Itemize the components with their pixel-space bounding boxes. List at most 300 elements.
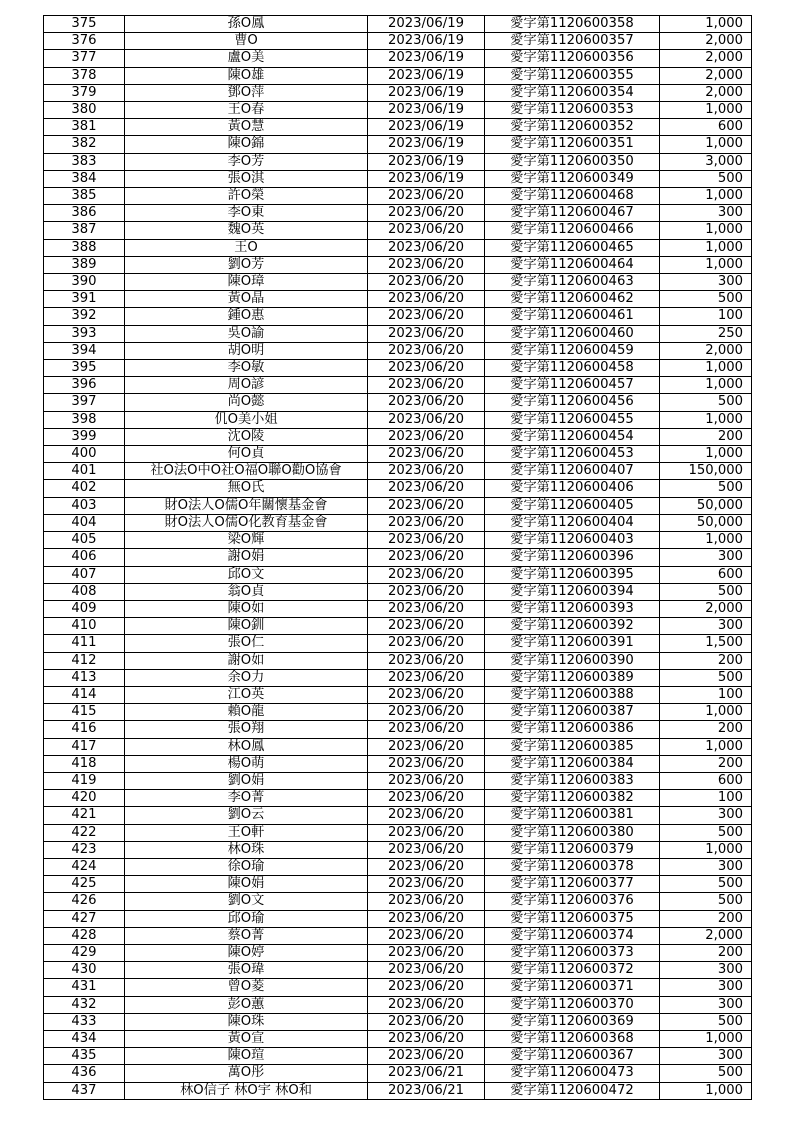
donor-name-cell: 萬O彤 bbox=[125, 1065, 368, 1082]
serial-number-cell: 437 bbox=[44, 1082, 125, 1099]
date-cell: 2023/06/20 bbox=[368, 446, 485, 463]
table-row bbox=[44, 446, 752, 463]
receipt-number-cell: 愛字第1120600403 bbox=[485, 532, 660, 549]
donor-name-cell: 鄧O萍 bbox=[125, 84, 368, 101]
receipt-number-cell: 愛字第1120600353 bbox=[485, 102, 660, 119]
amount-cell: 500 bbox=[660, 1065, 752, 1082]
table-row bbox=[44, 962, 752, 979]
serial-number-cell: 415 bbox=[44, 704, 125, 721]
receipt-number-cell: 愛字第1120600351 bbox=[485, 136, 660, 153]
serial-number-cell: 416 bbox=[44, 721, 125, 738]
donor-name-cell: 李O菁 bbox=[125, 790, 368, 807]
table-row bbox=[44, 1065, 752, 1082]
donor-name-cell: 梁O輝 bbox=[125, 532, 368, 549]
donor-name-cell: 仉O美小姐 bbox=[125, 411, 368, 428]
table-row bbox=[44, 1082, 752, 1099]
receipt-number-cell: 愛字第1120600394 bbox=[485, 583, 660, 600]
date-cell: 2023/06/20 bbox=[368, 274, 485, 291]
donor-name-cell: 王O bbox=[125, 239, 368, 256]
table-row bbox=[44, 119, 752, 136]
amount-cell: 200 bbox=[660, 944, 752, 961]
donor-name-cell: 林O珠 bbox=[125, 841, 368, 858]
table-row bbox=[44, 291, 752, 308]
amount-cell: 500 bbox=[660, 824, 752, 841]
receipt-number-cell: 愛字第1120600473 bbox=[485, 1065, 660, 1082]
serial-number-cell: 431 bbox=[44, 979, 125, 996]
donor-name-cell: 曾O菱 bbox=[125, 979, 368, 996]
table-row bbox=[44, 308, 752, 325]
receipt-number-cell: 愛字第1120600369 bbox=[485, 1013, 660, 1030]
amount-cell: 500 bbox=[660, 583, 752, 600]
serial-number-cell: 382 bbox=[44, 136, 125, 153]
donor-name-cell: 陳O釧 bbox=[125, 618, 368, 635]
amount-cell: 300 bbox=[660, 962, 752, 979]
serial-number-cell: 424 bbox=[44, 858, 125, 875]
serial-number-cell: 417 bbox=[44, 738, 125, 755]
donor-name-cell: 張O淇 bbox=[125, 170, 368, 187]
donor-name-cell: 尚O懿 bbox=[125, 394, 368, 411]
receipt-number-cell: 愛字第1120600472 bbox=[485, 1082, 660, 1099]
date-cell: 2023/06/20 bbox=[368, 428, 485, 445]
receipt-number-cell: 愛字第1120600374 bbox=[485, 927, 660, 944]
date-cell: 2023/06/20 bbox=[368, 497, 485, 514]
donor-name-cell: 謝O娟 bbox=[125, 549, 368, 566]
date-cell: 2023/06/19 bbox=[368, 119, 485, 136]
serial-number-cell: 410 bbox=[44, 618, 125, 635]
table-row bbox=[44, 1048, 752, 1065]
amount-cell: 250 bbox=[660, 325, 752, 342]
date-cell: 2023/06/19 bbox=[368, 50, 485, 67]
date-cell: 2023/06/20 bbox=[368, 1013, 485, 1030]
table-row bbox=[44, 153, 752, 170]
receipt-number-cell: 愛字第1120600372 bbox=[485, 962, 660, 979]
donor-name-cell: 陳O錦 bbox=[125, 136, 368, 153]
date-cell: 2023/06/19 bbox=[368, 33, 485, 50]
donor-name-cell: 邱O瑜 bbox=[125, 910, 368, 927]
date-cell: 2023/06/20 bbox=[368, 738, 485, 755]
date-cell: 2023/06/20 bbox=[368, 772, 485, 789]
amount-cell: 1,000 bbox=[660, 841, 752, 858]
table-row bbox=[44, 979, 752, 996]
donor-name-cell: 周O諺 bbox=[125, 377, 368, 394]
date-cell: 2023/06/20 bbox=[368, 360, 485, 377]
receipt-number-cell: 愛字第1120600468 bbox=[485, 188, 660, 205]
donor-name-cell: 黃O慧 bbox=[125, 119, 368, 136]
receipt-number-cell: 愛字第1120600392 bbox=[485, 618, 660, 635]
donor-name-cell: 邱O文 bbox=[125, 566, 368, 583]
receipt-number-cell: 愛字第1120600380 bbox=[485, 824, 660, 841]
table-row bbox=[44, 876, 752, 893]
table-row bbox=[44, 342, 752, 359]
donor-name-cell: 胡O明 bbox=[125, 342, 368, 359]
receipt-number-cell: 愛字第1120600456 bbox=[485, 394, 660, 411]
receipt-number-cell: 愛字第1120600370 bbox=[485, 996, 660, 1013]
receipt-number-cell: 愛字第1120600462 bbox=[485, 291, 660, 308]
table-row bbox=[44, 772, 752, 789]
table-row bbox=[44, 67, 752, 84]
date-cell: 2023/06/21 bbox=[368, 1065, 485, 1082]
date-cell: 2023/06/20 bbox=[368, 188, 485, 205]
amount-cell: 600 bbox=[660, 119, 752, 136]
amount-cell: 300 bbox=[660, 618, 752, 635]
table-row bbox=[44, 274, 752, 291]
donation-list-page bbox=[43, 15, 752, 1100]
date-cell: 2023/06/20 bbox=[368, 824, 485, 841]
amount-cell: 300 bbox=[660, 807, 752, 824]
amount-cell: 150,000 bbox=[660, 463, 752, 480]
date-cell: 2023/06/20 bbox=[368, 893, 485, 910]
donor-name-cell: 賴O龍 bbox=[125, 704, 368, 721]
receipt-number-cell: 愛字第1120600379 bbox=[485, 841, 660, 858]
receipt-number-cell: 愛字第1120600352 bbox=[485, 119, 660, 136]
amount-cell: 1,000 bbox=[660, 222, 752, 239]
receipt-number-cell: 愛字第1120600375 bbox=[485, 910, 660, 927]
receipt-number-cell: 愛字第1120600386 bbox=[485, 721, 660, 738]
amount-cell: 3,000 bbox=[660, 153, 752, 170]
donor-name-cell: 鍾O惠 bbox=[125, 308, 368, 325]
serial-number-cell: 384 bbox=[44, 170, 125, 187]
serial-number-cell: 428 bbox=[44, 927, 125, 944]
date-cell: 2023/06/20 bbox=[368, 342, 485, 359]
receipt-number-cell: 愛字第1120600387 bbox=[485, 704, 660, 721]
donor-name-cell: 財O法人O儒O年關懷基金會 bbox=[125, 497, 368, 514]
serial-number-cell: 386 bbox=[44, 205, 125, 222]
amount-cell: 300 bbox=[660, 979, 752, 996]
amount-cell: 1,000 bbox=[660, 1082, 752, 1099]
serial-number-cell: 392 bbox=[44, 308, 125, 325]
donor-name-cell: 劉O芳 bbox=[125, 256, 368, 273]
table-row bbox=[44, 618, 752, 635]
receipt-number-cell: 愛字第1120600390 bbox=[485, 652, 660, 669]
date-cell: 2023/06/20 bbox=[368, 394, 485, 411]
donor-name-cell: 陳O瑄 bbox=[125, 1048, 368, 1065]
receipt-number-cell: 愛字第1120600457 bbox=[485, 377, 660, 394]
receipt-number-cell: 愛字第1120600385 bbox=[485, 738, 660, 755]
date-cell: 2023/06/20 bbox=[368, 514, 485, 531]
table-row bbox=[44, 170, 752, 187]
table-row bbox=[44, 360, 752, 377]
serial-number-cell: 409 bbox=[44, 600, 125, 617]
date-cell: 2023/06/20 bbox=[368, 1048, 485, 1065]
table-row bbox=[44, 583, 752, 600]
table-row bbox=[44, 428, 752, 445]
serial-number-cell: 426 bbox=[44, 893, 125, 910]
amount-cell: 2,000 bbox=[660, 67, 752, 84]
table-row bbox=[44, 377, 752, 394]
donor-name-cell: 楊O萌 bbox=[125, 755, 368, 772]
receipt-number-cell: 愛字第1120600383 bbox=[485, 772, 660, 789]
receipt-number-cell: 愛字第1120600378 bbox=[485, 858, 660, 875]
table-row bbox=[44, 824, 752, 841]
table-row bbox=[44, 686, 752, 703]
date-cell: 2023/06/20 bbox=[368, 549, 485, 566]
table-row bbox=[44, 858, 752, 875]
date-cell: 2023/06/19 bbox=[368, 67, 485, 84]
amount-cell: 600 bbox=[660, 566, 752, 583]
serial-number-cell: 407 bbox=[44, 566, 125, 583]
receipt-number-cell: 愛字第1120600376 bbox=[485, 893, 660, 910]
donor-name-cell: 彭O蕙 bbox=[125, 996, 368, 1013]
donor-name-cell: 黃O晶 bbox=[125, 291, 368, 308]
amount-cell: 200 bbox=[660, 652, 752, 669]
table-row bbox=[44, 652, 752, 669]
table-row bbox=[44, 188, 752, 205]
date-cell: 2023/06/20 bbox=[368, 841, 485, 858]
receipt-number-cell: 愛字第1120600355 bbox=[485, 67, 660, 84]
receipt-number-cell: 愛字第1120600388 bbox=[485, 686, 660, 703]
date-cell: 2023/06/20 bbox=[368, 858, 485, 875]
date-cell: 2023/06/19 bbox=[368, 136, 485, 153]
donor-name-cell: 劉O云 bbox=[125, 807, 368, 824]
serial-number-cell: 432 bbox=[44, 996, 125, 1013]
amount-cell: 1,000 bbox=[660, 1030, 752, 1047]
date-cell: 2023/06/20 bbox=[368, 239, 485, 256]
date-cell: 2023/06/20 bbox=[368, 876, 485, 893]
receipt-number-cell: 愛字第1120600455 bbox=[485, 411, 660, 428]
donor-name-cell: 陳O如 bbox=[125, 600, 368, 617]
table-row bbox=[44, 1013, 752, 1030]
serial-number-cell: 405 bbox=[44, 532, 125, 549]
table-row bbox=[44, 910, 752, 927]
table-row bbox=[44, 325, 752, 342]
serial-number-cell: 397 bbox=[44, 394, 125, 411]
date-cell: 2023/06/20 bbox=[368, 910, 485, 927]
date-cell: 2023/06/20 bbox=[368, 1030, 485, 1047]
donor-name-cell: 劉O娟 bbox=[125, 772, 368, 789]
serial-number-cell: 413 bbox=[44, 669, 125, 686]
date-cell: 2023/06/20 bbox=[368, 308, 485, 325]
date-cell: 2023/06/19 bbox=[368, 153, 485, 170]
donor-name-cell: 陳O婷 bbox=[125, 944, 368, 961]
table-row bbox=[44, 669, 752, 686]
amount-cell: 1,000 bbox=[660, 532, 752, 549]
table-row bbox=[44, 50, 752, 67]
donor-name-cell: 社O法O中O社O福O聯O勸O協會 bbox=[125, 463, 368, 480]
table-row bbox=[44, 411, 752, 428]
amount-cell: 500 bbox=[660, 669, 752, 686]
amount-cell: 1,000 bbox=[660, 136, 752, 153]
date-cell: 2023/06/20 bbox=[368, 790, 485, 807]
donor-name-cell: 曹O bbox=[125, 33, 368, 50]
amount-cell: 200 bbox=[660, 910, 752, 927]
receipt-number-cell: 愛字第1120600382 bbox=[485, 790, 660, 807]
serial-number-cell: 380 bbox=[44, 102, 125, 119]
date-cell: 2023/06/20 bbox=[368, 652, 485, 669]
donor-name-cell: 謝O如 bbox=[125, 652, 368, 669]
donor-name-cell: 江O英 bbox=[125, 686, 368, 703]
serial-number-cell: 429 bbox=[44, 944, 125, 961]
date-cell: 2023/06/20 bbox=[368, 755, 485, 772]
serial-number-cell: 418 bbox=[44, 755, 125, 772]
table-row bbox=[44, 807, 752, 824]
date-cell: 2023/06/20 bbox=[368, 979, 485, 996]
serial-number-cell: 427 bbox=[44, 910, 125, 927]
receipt-number-cell: 愛字第1120600371 bbox=[485, 979, 660, 996]
table-row bbox=[44, 721, 752, 738]
donor-name-cell: 張O翔 bbox=[125, 721, 368, 738]
donor-name-cell: 許O榮 bbox=[125, 188, 368, 205]
donor-name-cell: 吳O諭 bbox=[125, 325, 368, 342]
date-cell: 2023/06/21 bbox=[368, 1082, 485, 1099]
table-row bbox=[44, 102, 752, 119]
date-cell: 2023/06/20 bbox=[368, 618, 485, 635]
receipt-number-cell: 愛字第1120600405 bbox=[485, 497, 660, 514]
receipt-number-cell: 愛字第1120600404 bbox=[485, 514, 660, 531]
donor-name-cell: 李O敏 bbox=[125, 360, 368, 377]
receipt-number-cell: 愛字第1120600357 bbox=[485, 33, 660, 50]
serial-number-cell: 390 bbox=[44, 274, 125, 291]
amount-cell: 600 bbox=[660, 772, 752, 789]
receipt-number-cell: 愛字第1120600407 bbox=[485, 463, 660, 480]
date-cell: 2023/06/20 bbox=[368, 944, 485, 961]
receipt-number-cell: 愛字第1120600368 bbox=[485, 1030, 660, 1047]
receipt-number-cell: 愛字第1120600384 bbox=[485, 755, 660, 772]
receipt-number-cell: 愛字第1120600406 bbox=[485, 480, 660, 497]
table-row bbox=[44, 927, 752, 944]
serial-number-cell: 422 bbox=[44, 824, 125, 841]
table-row bbox=[44, 600, 752, 617]
table-row bbox=[44, 84, 752, 101]
donor-name-cell: 陳O雄 bbox=[125, 67, 368, 84]
amount-cell: 100 bbox=[660, 790, 752, 807]
date-cell: 2023/06/19 bbox=[368, 16, 485, 33]
date-cell: 2023/06/20 bbox=[368, 686, 485, 703]
serial-number-cell: 434 bbox=[44, 1030, 125, 1047]
amount-cell: 500 bbox=[660, 170, 752, 187]
table-row bbox=[44, 790, 752, 807]
donation-table bbox=[43, 15, 752, 1100]
date-cell: 2023/06/20 bbox=[368, 532, 485, 549]
donor-name-cell: 陳O珠 bbox=[125, 1013, 368, 1030]
amount-cell: 1,000 bbox=[660, 738, 752, 755]
table-row bbox=[44, 222, 752, 239]
serial-number-cell: 394 bbox=[44, 342, 125, 359]
table-row bbox=[44, 514, 752, 531]
donor-name-cell: 孫O鳳 bbox=[125, 16, 368, 33]
amount-cell: 200 bbox=[660, 721, 752, 738]
serial-number-cell: 414 bbox=[44, 686, 125, 703]
amount-cell: 500 bbox=[660, 1013, 752, 1030]
table-row bbox=[44, 893, 752, 910]
table-row bbox=[44, 704, 752, 721]
table-row bbox=[44, 549, 752, 566]
table-row bbox=[44, 205, 752, 222]
date-cell: 2023/06/20 bbox=[368, 635, 485, 652]
receipt-number-cell: 愛字第1120600461 bbox=[485, 308, 660, 325]
receipt-number-cell: 愛字第1120600358 bbox=[485, 16, 660, 33]
table-row bbox=[44, 738, 752, 755]
amount-cell: 300 bbox=[660, 858, 752, 875]
donor-name-cell: 李O東 bbox=[125, 205, 368, 222]
serial-number-cell: 412 bbox=[44, 652, 125, 669]
serial-number-cell: 375 bbox=[44, 16, 125, 33]
receipt-number-cell: 愛字第1120600381 bbox=[485, 807, 660, 824]
amount-cell: 200 bbox=[660, 428, 752, 445]
date-cell: 2023/06/20 bbox=[368, 704, 485, 721]
receipt-number-cell: 愛字第1120600350 bbox=[485, 153, 660, 170]
amount-cell: 500 bbox=[660, 291, 752, 308]
table-row bbox=[44, 635, 752, 652]
serial-number-cell: 411 bbox=[44, 635, 125, 652]
serial-number-cell: 393 bbox=[44, 325, 125, 342]
amount-cell: 500 bbox=[660, 876, 752, 893]
amount-cell: 2,000 bbox=[660, 342, 752, 359]
table-row bbox=[44, 256, 752, 273]
amount-cell: 1,000 bbox=[660, 360, 752, 377]
date-cell: 2023/06/19 bbox=[368, 170, 485, 187]
amount-cell: 1,000 bbox=[660, 446, 752, 463]
table-row bbox=[44, 463, 752, 480]
date-cell: 2023/06/20 bbox=[368, 480, 485, 497]
amount-cell: 500 bbox=[660, 480, 752, 497]
serial-number-cell: 395 bbox=[44, 360, 125, 377]
serial-number-cell: 378 bbox=[44, 67, 125, 84]
serial-number-cell: 425 bbox=[44, 876, 125, 893]
amount-cell: 1,000 bbox=[660, 256, 752, 273]
date-cell: 2023/06/20 bbox=[368, 721, 485, 738]
amount-cell: 2,000 bbox=[660, 927, 752, 944]
date-cell: 2023/06/20 bbox=[368, 256, 485, 273]
serial-number-cell: 408 bbox=[44, 583, 125, 600]
serial-number-cell: 377 bbox=[44, 50, 125, 67]
donor-name-cell: 徐O瑜 bbox=[125, 858, 368, 875]
amount-cell: 1,000 bbox=[660, 411, 752, 428]
serial-number-cell: 406 bbox=[44, 549, 125, 566]
serial-number-cell: 385 bbox=[44, 188, 125, 205]
serial-number-cell: 387 bbox=[44, 222, 125, 239]
donor-name-cell: 李O芳 bbox=[125, 153, 368, 170]
receipt-number-cell: 愛字第1120600373 bbox=[485, 944, 660, 961]
table-row bbox=[44, 497, 752, 514]
table-row bbox=[44, 755, 752, 772]
amount-cell: 1,000 bbox=[660, 377, 752, 394]
table-row bbox=[44, 841, 752, 858]
date-cell: 2023/06/20 bbox=[368, 927, 485, 944]
table-row bbox=[44, 996, 752, 1013]
serial-number-cell: 389 bbox=[44, 256, 125, 273]
receipt-number-cell: 愛字第1120600349 bbox=[485, 170, 660, 187]
receipt-number-cell: 愛字第1120600391 bbox=[485, 635, 660, 652]
amount-cell: 50,000 bbox=[660, 514, 752, 531]
serial-number-cell: 436 bbox=[44, 1065, 125, 1082]
donor-name-cell: 財O法人O儒O化教育基金會 bbox=[125, 514, 368, 531]
serial-number-cell: 403 bbox=[44, 497, 125, 514]
serial-number-cell: 376 bbox=[44, 33, 125, 50]
amount-cell: 1,000 bbox=[660, 188, 752, 205]
donor-name-cell: 盧O美 bbox=[125, 50, 368, 67]
receipt-number-cell: 愛字第1120600356 bbox=[485, 50, 660, 67]
donor-name-cell: 蔡O菁 bbox=[125, 927, 368, 944]
serial-number-cell: 430 bbox=[44, 962, 125, 979]
serial-number-cell: 402 bbox=[44, 480, 125, 497]
donor-name-cell: 張O瑋 bbox=[125, 962, 368, 979]
amount-cell: 300 bbox=[660, 274, 752, 291]
receipt-number-cell: 愛字第1120600459 bbox=[485, 342, 660, 359]
table-row bbox=[44, 239, 752, 256]
amount-cell: 300 bbox=[660, 549, 752, 566]
date-cell: 2023/06/20 bbox=[368, 463, 485, 480]
serial-number-cell: 388 bbox=[44, 239, 125, 256]
amount-cell: 1,000 bbox=[660, 16, 752, 33]
table-row bbox=[44, 136, 752, 153]
donor-name-cell: 陳O娟 bbox=[125, 876, 368, 893]
amount-cell: 1,000 bbox=[660, 704, 752, 721]
serial-number-cell: 381 bbox=[44, 119, 125, 136]
donation-table-body bbox=[44, 16, 752, 1100]
amount-cell: 300 bbox=[660, 1048, 752, 1065]
date-cell: 2023/06/19 bbox=[368, 102, 485, 119]
receipt-number-cell: 愛字第1120600389 bbox=[485, 669, 660, 686]
